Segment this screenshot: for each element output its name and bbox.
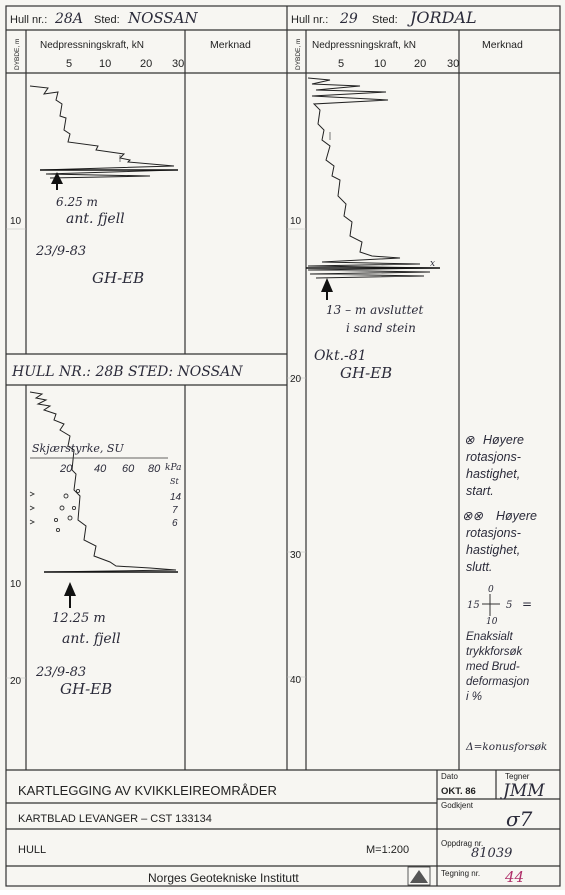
legend-line: trykkforsøk <box>466 646 523 658</box>
sted-label-29: Sted: <box>372 14 398 26</box>
depth-label-29: 30 <box>290 550 302 561</box>
signature-29: GH-EB <box>340 364 393 382</box>
scale-ticks-29 <box>338 58 459 70</box>
compression-top: 0 <box>488 585 494 595</box>
date-28a: 23/9-83 <box>36 244 87 259</box>
compression-eq: = <box>522 597 533 611</box>
hull-no-28a: 28A <box>55 11 83 27</box>
scale-tick-28a: 10 <box>99 58 112 70</box>
legend-line: med Brud- <box>466 661 520 673</box>
sted-28a: NOSSAN <box>128 9 198 27</box>
compression-left: 15 <box>467 600 480 611</box>
arrow-note-28a-line1: 6.25 m <box>56 195 98 209</box>
date-29: Okt.-81 <box>314 348 367 364</box>
scale-tick-28a: 30 <box>172 58 185 70</box>
depth-label-28a: 10 <box>10 216 22 227</box>
depth-labels-29 <box>290 216 302 686</box>
tegner-label: Tegner <box>505 772 530 781</box>
legend-rotation-end <box>462 509 537 574</box>
force-col-label-28a: Nedpressningskraft, kN <box>40 40 144 51</box>
legend-line: rotasjons- <box>466 450 521 464</box>
shear-symbols-28b <box>30 489 80 531</box>
force-curve-28a <box>30 86 176 178</box>
legend-line: hastighet, <box>466 543 521 557</box>
sheet-title: KARTLEGGING AV KVIKKLEIREOMRÅDER <box>18 783 277 798</box>
sheet-subtitle: KARTBLAD LEVANGER – CST 133134 <box>18 813 212 825</box>
st-values-28b <box>170 492 182 529</box>
legend-line: start. <box>466 484 494 498</box>
header-28b: HULL NR.: 28B STED: NOSSAN <box>12 364 243 380</box>
scale-tick-29: 20 <box>414 58 427 70</box>
arrow-note-28b-line2: ant. fjell <box>62 631 121 647</box>
scale-tick-29: 5 <box>338 58 345 70</box>
legend-line: deformasjon <box>466 676 530 688</box>
legend-line: Enaksialt <box>466 631 513 643</box>
arrow-note-29-line2: i sand stein <box>346 321 416 335</box>
scale-tick-28a: 20 <box>140 58 153 70</box>
tegner-value: JMM <box>503 781 545 801</box>
sted-29: JORDAL <box>410 8 477 27</box>
rotation-start-symbol: ⊗ <box>464 433 475 447</box>
hull-no-29: 29 <box>340 11 358 27</box>
scale-tick-29: 30 <box>447 58 460 70</box>
depth-label-29: 40 <box>290 675 302 686</box>
legend-line: rotasjons- <box>466 526 521 540</box>
legend-line: i % <box>466 691 482 703</box>
force-curve-29 <box>308 78 440 278</box>
arrow-note-28a-line2: ant. fjell <box>66 211 125 227</box>
ngi-logo-icon <box>408 867 430 885</box>
scale-tick-29: 10 <box>374 58 387 70</box>
oppdrag-value: 81039 <box>471 846 513 861</box>
st-value-28b: 14 <box>170 492 182 503</box>
legend-line: slutt. <box>466 560 493 574</box>
st-value-28b: 7 <box>172 505 178 516</box>
legend-rotation-start <box>464 433 524 498</box>
depth-label-29: 20 <box>290 374 302 385</box>
shear-label-28b: Skjærstyrke, SU <box>32 442 124 455</box>
shear-tick-28b: 40 <box>94 463 107 475</box>
depth-col-label-28a: DYBDE, m <box>14 38 21 70</box>
sted-label-28a: Sted: <box>94 14 120 26</box>
scale-label: M=1:200 <box>366 844 410 856</box>
signature-28a: GH-EB <box>92 269 145 287</box>
note-col-label-29: Merknad <box>482 39 523 51</box>
scale-ticks-28a <box>66 58 184 70</box>
arrow-icon-28b <box>64 582 76 608</box>
scale-tick-28a: 5 <box>66 58 73 70</box>
godkjent-signature: σ7 <box>506 807 533 831</box>
shear-tick-28b: 60 <box>122 463 135 475</box>
compression-bottom: 10 <box>486 617 498 627</box>
legend-compression-text <box>466 631 529 703</box>
shear-ticks-28b <box>59 463 161 475</box>
hull-caption: HULL <box>18 844 47 856</box>
arrow-icon-29 <box>321 278 333 300</box>
oppdrag-label: Oppdrag nr. <box>441 839 484 848</box>
legend-line: Høyere <box>483 433 524 447</box>
hull-label-28a: Hull nr.: <box>10 14 48 26</box>
depth-label-28b: 20 <box>10 676 22 687</box>
st-value-28b: 6 <box>172 518 178 529</box>
shear-unit-28b: kPa <box>165 463 182 473</box>
legend-line: hastighet, <box>466 467 521 481</box>
tegning-label: Tegning nr. <box>441 869 481 878</box>
shear-tick-28b: 80 <box>148 463 161 475</box>
dato-value: OKT. 86 <box>441 786 476 797</box>
rotation-end-symbol: ⊗⊗ <box>462 509 483 523</box>
signature-28b: GH-EB <box>60 680 113 698</box>
rotation-mark-29: x <box>430 259 436 269</box>
shear-tick-28b: 20 <box>60 463 73 475</box>
legend-line: Høyere <box>496 509 537 523</box>
date-28b: 23/9-83 <box>36 665 87 680</box>
legend-cone-test: Δ=konusforsøk <box>466 741 548 753</box>
arrow-note-28b-line1: 12.25 m <box>52 611 106 626</box>
hull-label-29: Hull nr.: <box>291 14 329 26</box>
depth-label-29: 10 <box>290 216 302 227</box>
depth-col-label-29: DYBDE, m <box>295 38 302 70</box>
note-col-label-28a: Merknad <box>210 39 251 51</box>
tegning-value: 44 <box>505 868 525 886</box>
compression-right: 5 <box>506 600 513 611</box>
force-col-label-29: Nedpressningskraft, kN <box>312 40 416 51</box>
st-label-28b: St <box>170 477 179 486</box>
force-curve-28b <box>30 392 178 572</box>
depth-label-28b: 10 <box>10 579 22 590</box>
dato-label: Dato <box>441 772 458 781</box>
legend-compression-symbol <box>467 585 532 627</box>
institute-name: Norges Geotekniske Institutt <box>148 871 299 885</box>
arrow-note-29-line1: 13 – m avsluttet <box>326 303 424 317</box>
godkjent-label: Godkjent <box>441 801 474 810</box>
